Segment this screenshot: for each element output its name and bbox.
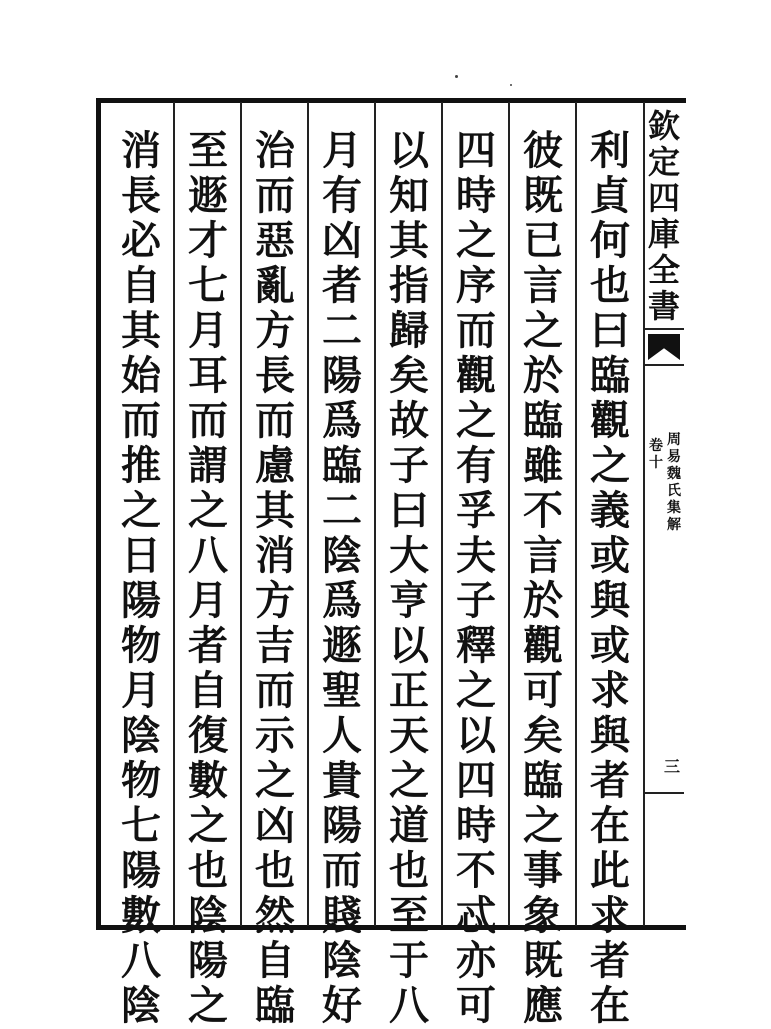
- glyph: 其: [255, 487, 295, 534]
- glyph: 之: [121, 487, 161, 534]
- glyph: 以: [389, 622, 429, 669]
- column-rule: [441, 102, 443, 926]
- glyph: 陰: [188, 892, 228, 939]
- glyph: 在: [590, 982, 630, 1029]
- glyph: 之: [188, 487, 228, 534]
- glyph: 求: [590, 892, 630, 939]
- glyph: 至: [389, 892, 429, 939]
- glyph: 道: [389, 802, 429, 849]
- glyph: 既: [523, 937, 563, 984]
- column-rule: [374, 102, 376, 926]
- glyph: 長: [121, 172, 161, 219]
- text-column-2: [511, 127, 575, 1029]
- text-column-4: [377, 127, 441, 1029]
- glyph: 此: [590, 847, 630, 894]
- glyph: 者: [590, 757, 630, 804]
- glyph: 夫: [456, 532, 496, 579]
- glyph: 四: [456, 757, 496, 804]
- margin-banner: [644, 102, 684, 922]
- glyph: 陽: [322, 802, 362, 849]
- glyph: 月: [188, 307, 228, 354]
- glyph: 與: [590, 577, 630, 624]
- glyph: 之: [188, 802, 228, 849]
- column-rule: [173, 102, 175, 926]
- glyph: 自: [255, 937, 295, 984]
- text-column-6: [243, 127, 307, 1029]
- scan-speck: [510, 84, 512, 86]
- text-column-8: [109, 127, 173, 1029]
- glyph: 而: [456, 307, 496, 354]
- glyph: 也: [590, 262, 630, 309]
- glyph: 而: [322, 847, 362, 894]
- glyph: 陰: [322, 937, 362, 984]
- glyph: 臨: [322, 442, 362, 489]
- glyph: 月: [322, 127, 362, 174]
- glyph: 氏: [667, 483, 681, 499]
- glyph: 或: [590, 532, 630, 579]
- glyph: 之: [456, 217, 496, 264]
- glyph: 臨: [255, 982, 295, 1029]
- glyph: 其: [389, 217, 429, 264]
- glyph: 於: [523, 352, 563, 399]
- fish-tail-mark: [648, 334, 680, 360]
- glyph: 然: [255, 892, 295, 939]
- glyph: 序: [456, 262, 496, 309]
- glyph: 觀: [523, 622, 563, 669]
- glyph: 自: [188, 667, 228, 714]
- glyph: 可: [523, 667, 563, 714]
- lower-fish-rule: [644, 792, 684, 794]
- glyph: 利: [590, 127, 630, 174]
- glyph: 有: [456, 442, 496, 489]
- glyph: 陰: [121, 982, 161, 1029]
- glyph: 而: [255, 667, 295, 714]
- glyph: 復: [188, 712, 228, 759]
- glyph: 方: [255, 307, 295, 354]
- glyph: 二: [322, 307, 362, 354]
- glyph: 必: [121, 217, 161, 264]
- glyph: 庫: [647, 215, 680, 253]
- glyph: 正: [389, 667, 429, 714]
- glyph: 方: [255, 577, 295, 624]
- glyph: 四: [456, 127, 496, 174]
- glyph: 何: [590, 217, 630, 264]
- glyph: 彼: [523, 127, 563, 174]
- glyph: 吉: [255, 622, 295, 669]
- glyph: 以: [389, 127, 429, 174]
- glyph: 象: [523, 892, 563, 939]
- glyph: 於: [523, 577, 563, 624]
- glyph: 歸: [389, 307, 429, 354]
- glyph: 雖: [523, 442, 563, 489]
- glyph: 與: [590, 712, 630, 759]
- glyph: 欽: [647, 107, 680, 145]
- glyph: 已: [523, 217, 563, 264]
- glyph: 爲: [322, 397, 362, 444]
- glyph: 物: [121, 757, 161, 804]
- glyph: 人: [322, 712, 362, 759]
- glyph: 才: [188, 217, 228, 264]
- glyph: 而: [188, 397, 228, 444]
- volume-label: [648, 438, 664, 472]
- glyph: 至: [188, 127, 228, 174]
- glyph: 在: [590, 802, 630, 849]
- glyph: 周: [667, 432, 681, 448]
- glyph: 之: [456, 667, 496, 714]
- glyph: 之: [590, 442, 630, 489]
- glyph: 月: [188, 577, 228, 624]
- glyph: 時: [456, 802, 496, 849]
- glyph: 凶: [255, 802, 295, 849]
- column-rule: [307, 102, 309, 926]
- glyph: 子: [389, 442, 429, 489]
- glyph: 魏: [667, 466, 681, 482]
- glyph: 治: [255, 127, 295, 174]
- book-title: [666, 432, 682, 534]
- glyph: 臨: [523, 757, 563, 804]
- glyph: 陰: [322, 532, 362, 579]
- glyph: 示: [255, 712, 295, 759]
- glyph: 而: [255, 172, 295, 219]
- glyph: 推: [121, 442, 161, 489]
- glyph: 集: [667, 500, 681, 516]
- glyph: 臨: [523, 397, 563, 444]
- glyph: 八: [188, 532, 228, 579]
- glyph: 書: [647, 287, 680, 325]
- glyph: 八: [121, 937, 161, 984]
- glyph: 也: [389, 847, 429, 894]
- glyph: 謂: [188, 442, 228, 489]
- glyph: 于: [389, 937, 429, 984]
- scan-speck: [455, 75, 458, 78]
- glyph: 事: [523, 847, 563, 894]
- glyph: 也: [255, 847, 295, 894]
- glyph: 賤: [322, 892, 362, 939]
- glyph: 八: [389, 982, 429, 1029]
- glyph: 既: [523, 172, 563, 219]
- glyph: 物: [121, 622, 161, 669]
- glyph: 遯: [188, 172, 228, 219]
- glyph: 月: [121, 667, 161, 714]
- glyph: 之: [523, 307, 563, 354]
- glyph: 釋: [456, 622, 496, 669]
- glyph: 七: [121, 802, 161, 849]
- glyph: 其: [121, 307, 161, 354]
- glyph: 四: [647, 179, 680, 217]
- glyph: 觀: [590, 397, 630, 444]
- glyph: 不: [523, 487, 563, 534]
- glyph: 七: [188, 262, 228, 309]
- glyph: 亦: [456, 937, 496, 984]
- glyph: 慮: [255, 442, 295, 489]
- glyph: 爲: [322, 577, 362, 624]
- glyph: 亨: [389, 577, 429, 624]
- glyph: 時: [456, 172, 496, 219]
- glyph: 十: [649, 455, 663, 471]
- glyph: 不: [456, 847, 496, 894]
- glyph: 二: [322, 487, 362, 534]
- glyph: 曰: [590, 307, 630, 354]
- glyph: 之: [188, 982, 228, 1029]
- glyph: 耳: [188, 352, 228, 399]
- column-rule: [508, 102, 510, 926]
- column-rule: [575, 102, 577, 926]
- glyph: 以: [456, 712, 496, 759]
- glyph: 自: [121, 262, 161, 309]
- glyph: 言: [523, 532, 563, 579]
- glyph: 陽: [121, 577, 161, 624]
- glyph: 卷: [649, 438, 663, 454]
- glyph: 數: [121, 892, 161, 939]
- glyph: 陽: [322, 352, 362, 399]
- column-rule: [240, 102, 242, 926]
- glyph: 聖: [322, 667, 362, 714]
- glyph: 忒: [456, 892, 496, 939]
- glyph: 子: [456, 577, 496, 624]
- glyph: 貞: [590, 172, 630, 219]
- fish-tail-rule: [644, 364, 684, 366]
- text-column-5: [310, 127, 374, 1029]
- glyph: 觀: [456, 352, 496, 399]
- text-column-7: [176, 127, 240, 1029]
- text-column-3: [444, 127, 508, 1029]
- glyph: 凶: [322, 217, 362, 264]
- glyph: 消: [255, 532, 295, 579]
- glyph: 臨: [590, 352, 630, 399]
- glyph: 天: [389, 712, 429, 759]
- glyph: 曰: [389, 487, 429, 534]
- glyph: 數: [188, 757, 228, 804]
- glyph: 者: [322, 262, 362, 309]
- glyph: 之: [255, 757, 295, 804]
- page-number: 三: [664, 757, 681, 776]
- glyph: 亂: [255, 262, 295, 309]
- glyph: 之: [456, 397, 496, 444]
- glyph: 陽: [188, 937, 228, 984]
- glyph: 定: [647, 143, 680, 181]
- glyph: 消: [121, 127, 161, 174]
- glyph: 應: [523, 982, 563, 1029]
- glyph: 言: [523, 262, 563, 309]
- glyph: 貴: [322, 757, 362, 804]
- glyph: 矣: [523, 712, 563, 759]
- glyph: 好: [322, 982, 362, 1029]
- glyph: 者: [188, 622, 228, 669]
- text-column-1: [578, 127, 642, 1029]
- glyph: 者: [590, 937, 630, 984]
- glyph: 矣: [389, 352, 429, 399]
- glyph: 之: [523, 802, 563, 849]
- glyph: 遯: [322, 622, 362, 669]
- glyph: 而: [255, 397, 295, 444]
- glyph: 而: [121, 397, 161, 444]
- glyph: 解: [667, 517, 681, 533]
- collection-title: [644, 108, 684, 324]
- glyph: 故: [389, 397, 429, 444]
- glyph: 惡: [255, 217, 295, 264]
- glyph: 也: [188, 847, 228, 894]
- glyph: 義: [590, 487, 630, 534]
- glyph: 知: [389, 172, 429, 219]
- glyph: 長: [255, 352, 295, 399]
- fish-tail-rule: [644, 328, 684, 330]
- glyph: 陽: [121, 847, 161, 894]
- glyph: 之: [389, 757, 429, 804]
- glyph: 日: [121, 532, 161, 579]
- glyph: 有: [322, 172, 362, 219]
- glyph: 或: [590, 622, 630, 669]
- glyph: 指: [389, 262, 429, 309]
- glyph: 始: [121, 352, 161, 399]
- glyph: 求: [590, 667, 630, 714]
- glyph: 易: [667, 449, 681, 465]
- glyph: 全: [647, 251, 680, 289]
- glyph: 可: [456, 982, 496, 1029]
- glyph: 陰: [121, 712, 161, 759]
- glyph: 大: [389, 532, 429, 579]
- glyph: 孚: [456, 487, 496, 534]
